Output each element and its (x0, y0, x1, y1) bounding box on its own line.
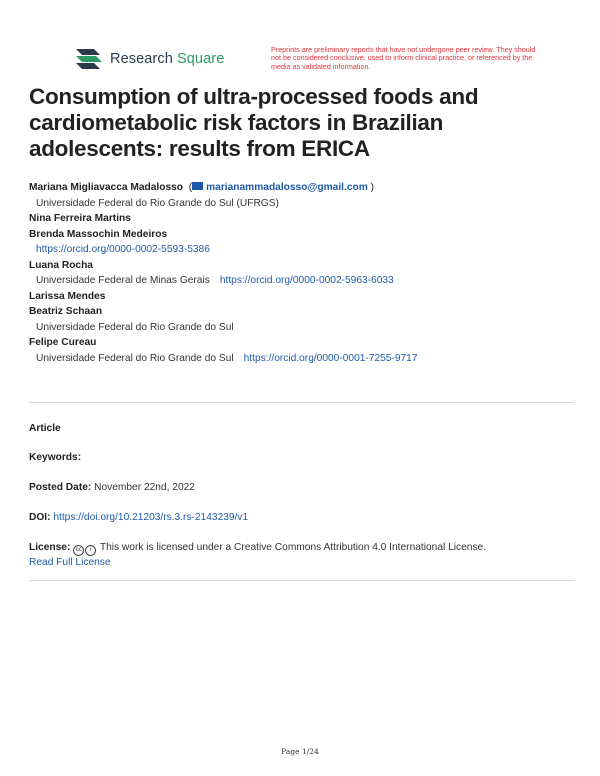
mail-icon (192, 182, 203, 190)
orcid-link[interactable]: https://orcid.org/0000-0002-5963-6033 (219, 275, 394, 286)
author-name: Larissa Mendes (29, 290, 106, 302)
author-name: Mariana Migliavacca Madalosso (29, 182, 184, 193)
divider (29, 580, 574, 581)
research-square-logo[interactable] (74, 47, 224, 71)
orcid-link[interactable]: https://orcid.org/0000-0001-7255-9717 (243, 352, 418, 364)
read-license-row (29, 557, 111, 568)
author-row (29, 180, 579, 196)
cc-icon: cc (73, 545, 84, 556)
license-label: License: (29, 542, 71, 553)
posted-date-value: November 22nd, 2022 (94, 482, 195, 493)
author-affiliation-row (29, 351, 579, 367)
posted-date (29, 482, 195, 493)
author-affiliation-row (29, 273, 579, 289)
paper-title: Consumption of ultra-processed foods and cardiometabolic risk factors in Brazilian adolescents: results from ERICA (29, 84, 479, 161)
license (29, 542, 486, 556)
email-open-paren: ( (185, 182, 193, 193)
page-number: Page 1/24 (281, 747, 319, 756)
author-name: Felipe Cureau (29, 337, 97, 348)
author-affiliation: Universidade Federal do Rio Grande do Sul (36, 321, 234, 333)
doi (29, 512, 248, 523)
divider (29, 402, 574, 403)
keywords-label: Keywords: (29, 452, 82, 463)
author-affiliation: Universidade Federal de Minas Gerais (36, 275, 210, 286)
author-name: Beatriz Schaan (29, 306, 103, 317)
author-affiliation: Universidade Federal do Rio Grande do Sul (UFRGS) (36, 197, 279, 209)
research-square-logo-icon (74, 47, 104, 71)
author-affiliation: Universidade Federal do Rio Grande do Sul (36, 352, 234, 364)
logo-word-research: Research (110, 51, 173, 67)
author-list (29, 180, 579, 366)
email-close-paren: ) (367, 182, 374, 193)
logo-text (110, 51, 224, 67)
logo-word-square: Square (177, 51, 225, 67)
author-orcid-row (29, 242, 579, 258)
orcid-link[interactable]: https://orcid.org/0000-0002-5593-5386 (36, 244, 210, 255)
author-name: Nina Ferreira Martins (29, 213, 131, 224)
posted-date-label: Posted Date: (29, 482, 92, 493)
by-icon: i (85, 545, 96, 556)
author-name: Luana Rocha (29, 259, 93, 271)
doi-label: DOI: (29, 512, 51, 523)
article-type (29, 423, 61, 434)
license-text: This work is licensed under a Creative Commons Attribution 4.0 International License. (99, 542, 487, 553)
article-type-label: Article (29, 423, 61, 434)
keywords (29, 452, 81, 463)
author-email-link[interactable]: marianammadalosso@gmail.com (206, 182, 368, 193)
author-name: Brenda Massochin Medeiros (29, 228, 168, 240)
doi-link[interactable]: https://doi.org/10.21203/rs.3.rs-2143239/v1 (53, 512, 249, 523)
preprint-disclaimer: Preprints are preliminary reports that have not undergone peer review. They should not be considered conclusive, used to inform clinical practice, or referenced by the media as validated information. (271, 45, 536, 71)
read-full-license-link[interactable]: Read Full License (29, 557, 111, 568)
